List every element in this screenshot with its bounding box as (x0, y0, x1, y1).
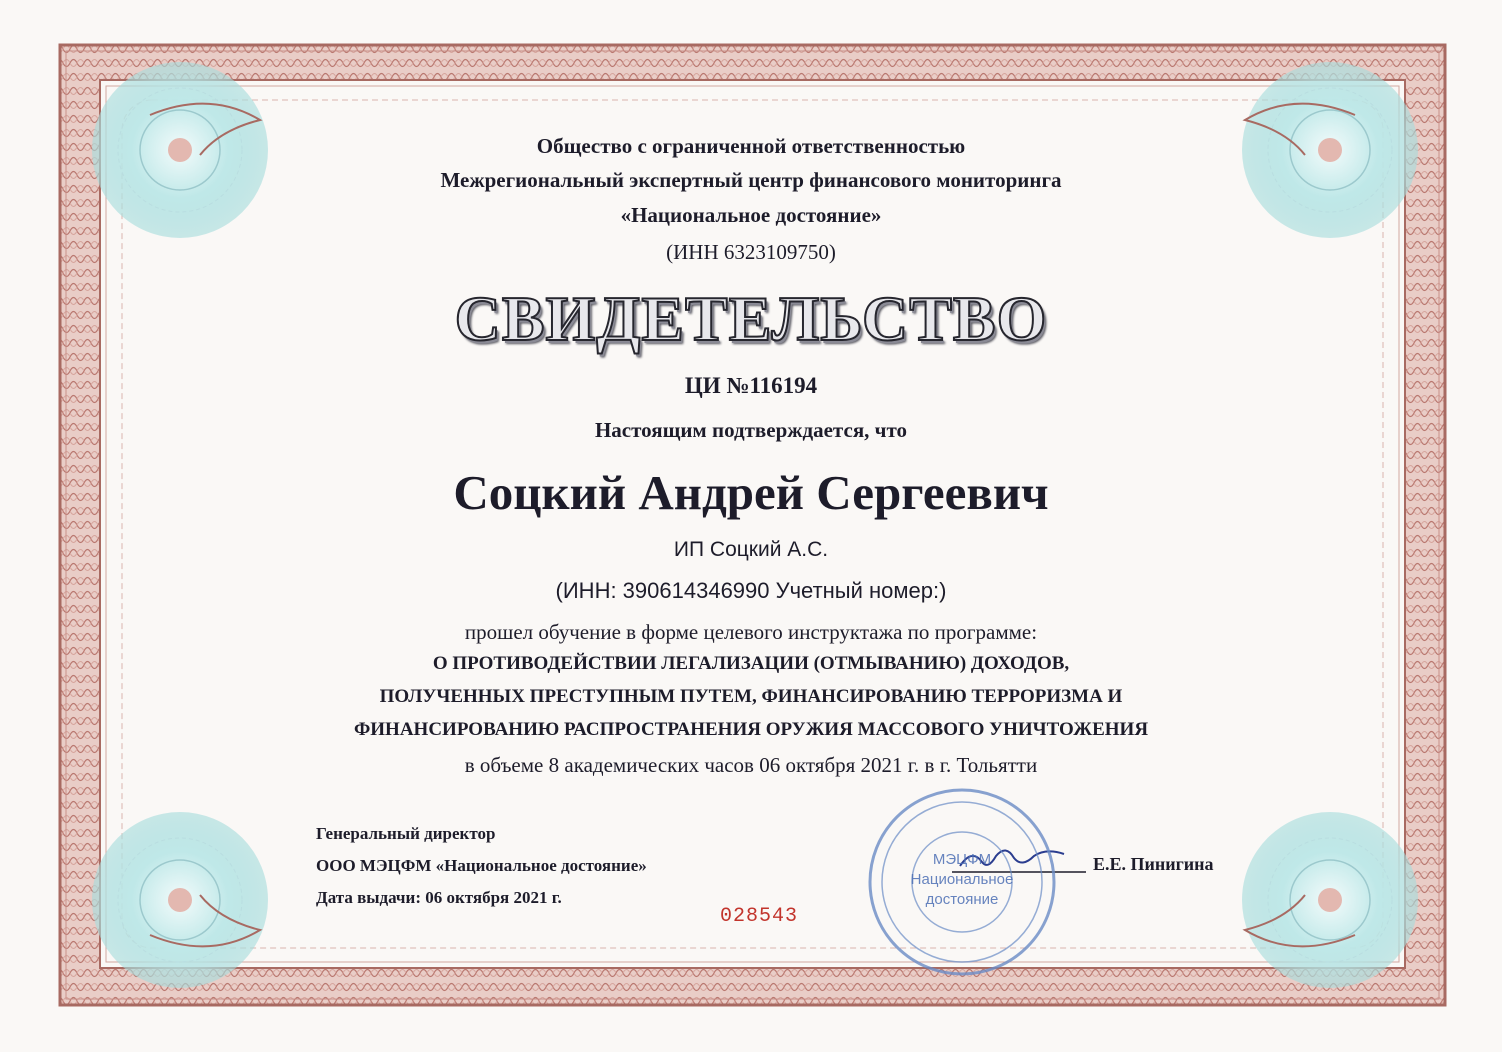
program-title-line-2: ПОЛУЧЕННЫХ ПРЕСТУПНЫМ ПУТЕМ, ФИНАНСИРОВАНИЮ ТЕРРОРИЗМА И (379, 686, 1123, 707)
corner-rosette-br (1242, 812, 1418, 988)
stamp-line2: Национальное (910, 871, 1014, 888)
document-number: ЦИ №116194 (684, 373, 818, 398)
program-title-line-3: ФИНАНСИРОВАНИЮ РАСПРОСТРАНЕНИЯ ОРУЖИЯ МАССОВОГО УНИЧТОЖЕНИЯ (353, 719, 1149, 740)
issuer-line-3: «Национальное достояние» (620, 203, 882, 227)
issuer-line-1: Общество с ограниченной ответственностью (536, 134, 966, 158)
program-intro: прошел обучение в форме целевого инструктажа по программе: (464, 620, 1038, 644)
stamp-line3: достояние (925, 891, 999, 908)
corner-rosette-bl (92, 812, 268, 988)
issuer-inn: (ИНН 6323109750) (666, 240, 836, 264)
recipient-name: Соцкий Андрей Сергеевич (453, 465, 1049, 520)
program-volume: в объеме 8 академических часов 06 октября 2021 г. в г. Тольятти (464, 753, 1038, 777)
recipient-inn: (ИНН: 390614346990 Учетный номер:) (555, 578, 947, 603)
program-title-line-1: О ПРОТИВОДЕЙСТВИИ ЛЕГАЛИЗАЦИИ (ОТМЫВАНИЮ) ДОХОДОВ, (432, 653, 1070, 674)
issue-date: Дата выдачи: 06 октября 2021 г. (316, 888, 562, 907)
confirmation-text: Настоящим подтверждается, что (594, 418, 908, 442)
recipient-company: ИП Соцкий А.С. (673, 538, 829, 561)
company-stamp (862, 782, 1062, 982)
stamp-line1: МЭЦФМ (932, 851, 992, 868)
issuer-line-2: Межрегиональный экспертный центр финансового мониторинга (440, 168, 1062, 192)
serial-number: 028543 (720, 905, 799, 928)
signer-name: Е.Е. Пинигина (1093, 854, 1214, 874)
director-title: Генеральный директор (316, 824, 496, 843)
document-title: СВИДЕТЕЛЬСТВО (454, 283, 1048, 354)
director-org: ООО МЭЦФМ «Национальное достояние» (316, 856, 647, 875)
